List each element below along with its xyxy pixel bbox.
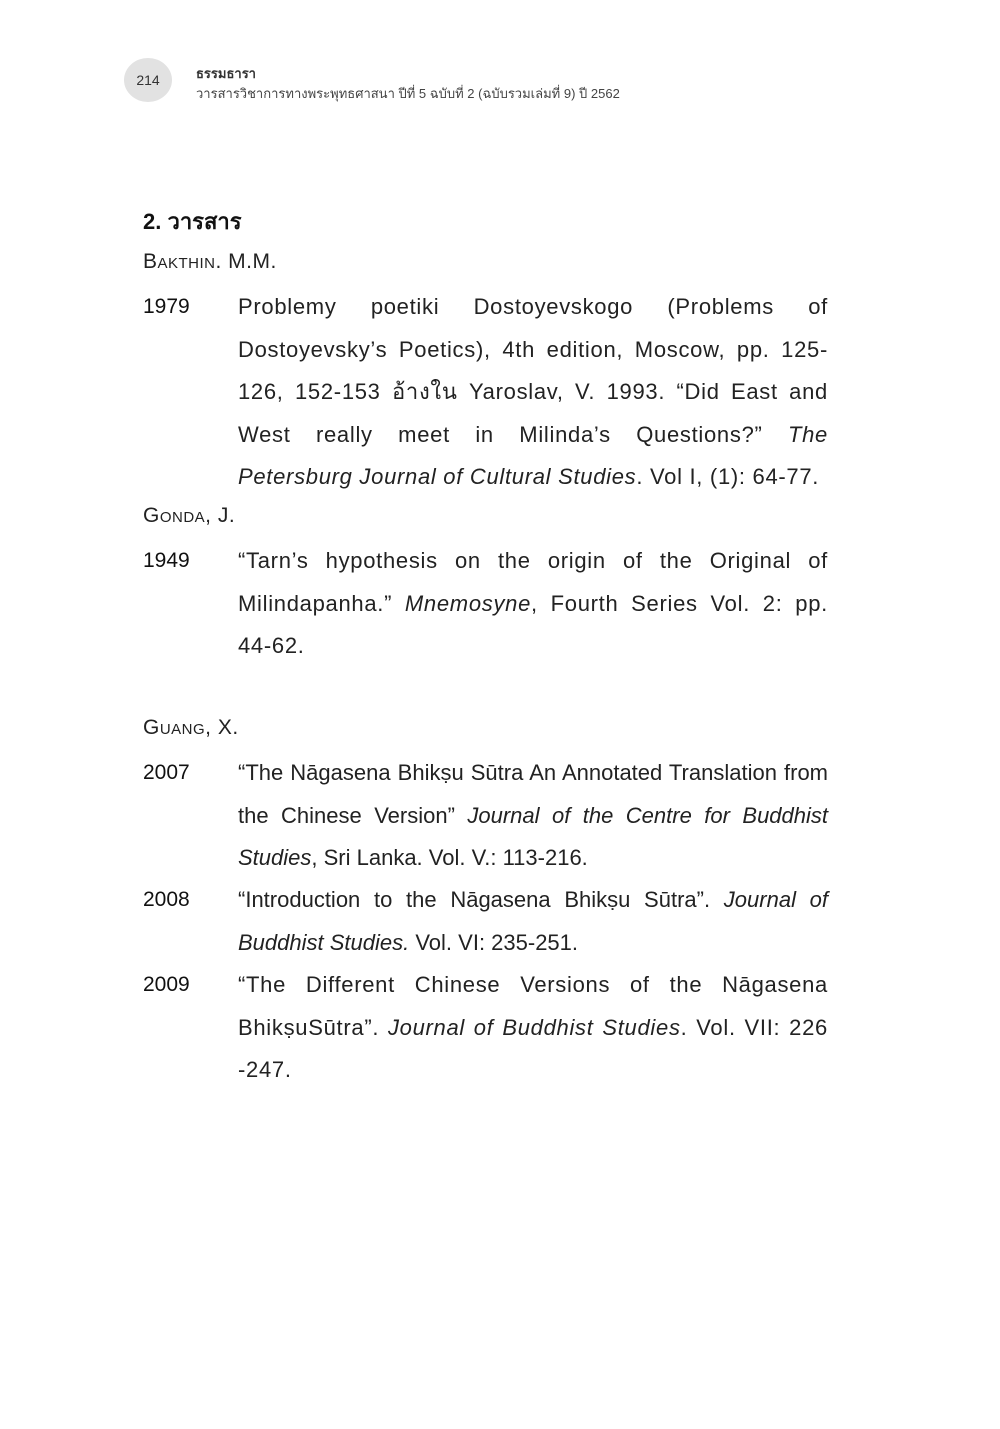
page-number-badge bbox=[124, 58, 172, 102]
reference-text: Problemy poetiki Dostoyevskogo (Problems of Dostoyevsky’s Poetics), 4th edition, Moscow, pp. 125-126, 152-153 อ้างใน Yaroslav, V. 1993. “Did East and West really meet in Milinda’s Questions?” The Petersburg Journal of Cultural Studies. Vol I, (1): 64-77. bbox=[238, 294, 828, 489]
reference-text: “Introduction to the Nāgasena Bhikṣu Sūtra”. Journal of Buddhist Studies. Vol. VI: 235-251. bbox=[238, 887, 829, 955]
author-name: Gonda, J. bbox=[143, 504, 236, 527]
reference-text: “The Nāgasena Bhikṣu Sūtra An Annotated Translation from the Chinese Version” Journal of the Centre for Buddhist Studies, Sri Lanka. Vol. V.: 113-216. bbox=[238, 760, 829, 870]
journal-name: ธรรมธารา bbox=[196, 66, 256, 81]
reference-entry bbox=[143, 286, 833, 499]
reference-entry bbox=[143, 752, 833, 880]
reference-year: 2007 bbox=[143, 761, 190, 784]
reference-text: “Tarn’s hypothesis on the origin of the Original of Milindapanha.” Mnemosyne, Fourth Series Vol. 2: pp. 44-62. bbox=[238, 548, 828, 658]
section-title: 2. วารสาร bbox=[143, 209, 242, 234]
journal-subtitle: วารสารวิชาการทางพระพุทธศาสนา ปีที่ 5 ฉบับที่ 2 (ฉบับรวมเล่มที่ 9) ปี 2562 bbox=[196, 86, 620, 101]
author-name: Guang, X. bbox=[143, 716, 239, 739]
reference-entry bbox=[143, 879, 833, 964]
reference-year: 1979 bbox=[143, 295, 190, 318]
page-number: 214 bbox=[136, 72, 160, 88]
reference-entry bbox=[143, 540, 833, 668]
reference-year: 2008 bbox=[143, 888, 190, 911]
reference-text: “The Different Chinese Versions of the Nāgasena BhikṣuSūtra”. Journal of Buddhist Studies. Vol. VII: 226 -247. bbox=[238, 972, 828, 1082]
reference-year: 1949 bbox=[143, 549, 190, 572]
reference-year: 2009 bbox=[143, 973, 190, 996]
reference-entry bbox=[143, 964, 833, 1092]
author-name: Bakthin. M.M. bbox=[143, 250, 277, 273]
